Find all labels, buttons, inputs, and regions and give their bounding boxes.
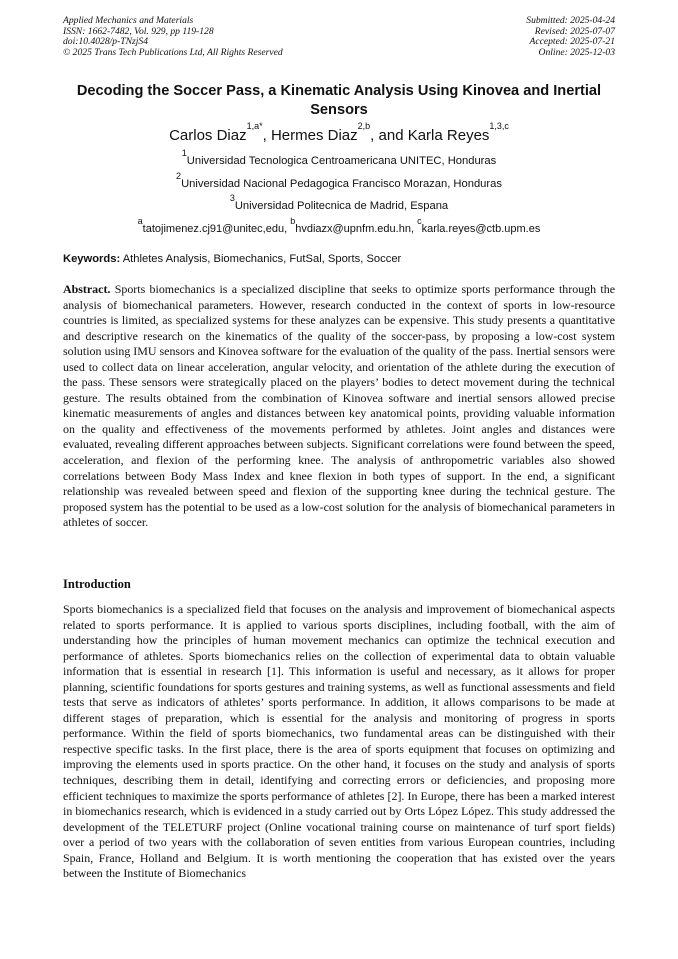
- email-marker: c: [417, 216, 422, 226]
- author-affiliation-marker: 1,3,c: [489, 121, 509, 131]
- keywords-text: Athletes Analysis, Biomechanics, FutSal, Sports, Soccer: [120, 253, 402, 265]
- affiliation-3: [63, 193, 615, 213]
- online-date: Online: 2025-12-03: [538, 46, 615, 58]
- paper-title: Decoding the Soccer Pass, a Kinematic Analysis Using Kinovea and Inertial Sensors: [76, 83, 602, 118]
- affiliation-marker: 1: [181, 148, 187, 158]
- revised-date: Revised: 2025-07-07: [534, 25, 615, 37]
- email-address: karla.reyes@ctb.upm.es: [421, 223, 541, 235]
- keywords: [63, 252, 615, 266]
- author-separator: , and: [370, 127, 408, 144]
- affiliation-marker: 3: [229, 193, 235, 203]
- email-address: tatojimenez.cj91@unitec,edu,: [142, 223, 291, 235]
- affiliation-text: Universidad Politecnica de Madrid, Espana: [234, 200, 449, 212]
- introduction-text: Sports biomechanics is a specialized field that focuses on the analysis and improvement of biomechanical aspects related to sports performance. It is applied to various sports disciplines, including football, with the aim of understanding how the principles of human movement mechanics can optimize the technical execution and performance of athletes. Sports biomechanics relies on the collection of experimental data to obtain valuable information that is essential in research [1]. This information is useful and necessary, as it allows for proper planning, scientific foundations for sports gestures and training systems, as well as functional assessments and field tests that serve as indicators of athletes’ sports performance. In addition, it allows comparisons to be made at different stages of preparation, which is essential for the analysis and monitoring of progress in sports performance. Within the field of sports biomechanics, two fundamental areas can be distinguished with their respective specific tasks. In the first place, there is the area of sports equipment that focuses on optimizing and improving the elements used in sports practice. On the other hand, it focuses on the study and analysis of sports techniques, describing them in detail, identifying and correcting errors or deficiencies, and proposing more efficient techniques to maximize the sports performance of athletes [2]. In Europe, there has been a marked interest in biomechanics research, which is evidenced in a study carried out by Orts López López. This study addressed the development of the TELETURF project (Online vocational training course on maintenance of turf sport fields) over a period of two years with the collaboration of seven entities from various European countries, including Spain, France, Holland and Belgium. It is worth mentioning the cooperation that has existed over the years between the Institute of Biomechanics: [63, 602, 615, 881]
- doi: doi:10.4028/p-TNzjS4: [63, 36, 149, 48]
- publication-dates: [526, 16, 615, 58]
- author-name: Hermes Diaz: [270, 127, 358, 144]
- email-address: hvdiazx@upnfm.edu.hn,: [295, 223, 418, 235]
- author-name: Karla Reyes: [407, 127, 490, 144]
- affiliation-1: [63, 148, 615, 168]
- affiliation-text: Universidad Nacional Pedagogica Francisco Morazan, Honduras: [181, 178, 502, 190]
- issn-volume-pages: ISSN: 1662-7482, Vol. 929, pp 119-128: [63, 25, 214, 37]
- affiliation-text: Universidad Tecnologica Centroamericana UNITEC, Honduras: [186, 155, 497, 167]
- abstract-label: Abstract.: [63, 282, 111, 296]
- author-name: Carlos Diaz: [169, 127, 247, 144]
- journal-info: [63, 16, 283, 58]
- author-affiliation-marker: 1,a*: [246, 121, 263, 131]
- abstract: [63, 282, 615, 531]
- journal-name: Applied Mechanics and Materials: [63, 15, 194, 26]
- author-list: [63, 121, 615, 145]
- introduction-heading: Introduction: [63, 577, 131, 591]
- email-marker: b: [290, 216, 296, 226]
- abstract-text: Sports biomechanics is a specialized discipline that seeks to optimize sports performance through the analysis of biomechanical parameters. However, research conducted in the context of sports in low-resource countries is limited, as specialized systems for these analyzes can be expensive. This study presents a quantitative and descriptive research on the kinematics of the quality of the soccer-pass, by proposing a low-cost system solution using IMU sensors and Kinovea software for the evaluation of the quality of the pass. Inertial sensors were used to collect data on linear acceleration, angular velocity, and orientation of the athlete during the execution of the pass. These sensors were strategically placed on the players’ bodies to detect movement during the technical gesture. The results obtained from the combination of Kinovea software and inertial sensors allowed precise kinematic measurements of angles and distances between key anatomical points, providing valuable information on the quality and effectiveness of the movements performed by athletes. Joint angles and distances were evaluated, revealing different approaches between subjects. Significant correlations were found between the speed, acceleration, and flexion of the performing knee. The analysis of anthropometric variables also showed correlations between Body Mass Index and knee flexion in both types of support. In the end, a significant relationship was revealed between speed and flexion of the supporting knee during the technical gesture. The proposed system has the potential to be used as a low-cost solution for the analysis of biomechanical parameters in athletes of soccer.: [63, 282, 615, 530]
- author-affiliation-marker: 2,b: [357, 121, 371, 131]
- affiliation-marker: 2: [176, 171, 182, 181]
- accepted-date: Accepted: 2025-07-21: [529, 36, 615, 48]
- email-list: [63, 216, 615, 236]
- affiliation-2: [63, 171, 615, 191]
- email-marker: a: [137, 216, 143, 226]
- copyright: © 2025 Trans Tech Publications Ltd, All Rights Reserved: [63, 46, 283, 58]
- submitted-date: Submitted: 2025-04-24: [526, 15, 615, 26]
- keywords-label: Keywords:: [63, 253, 121, 265]
- author-separator: ,: [262, 127, 271, 144]
